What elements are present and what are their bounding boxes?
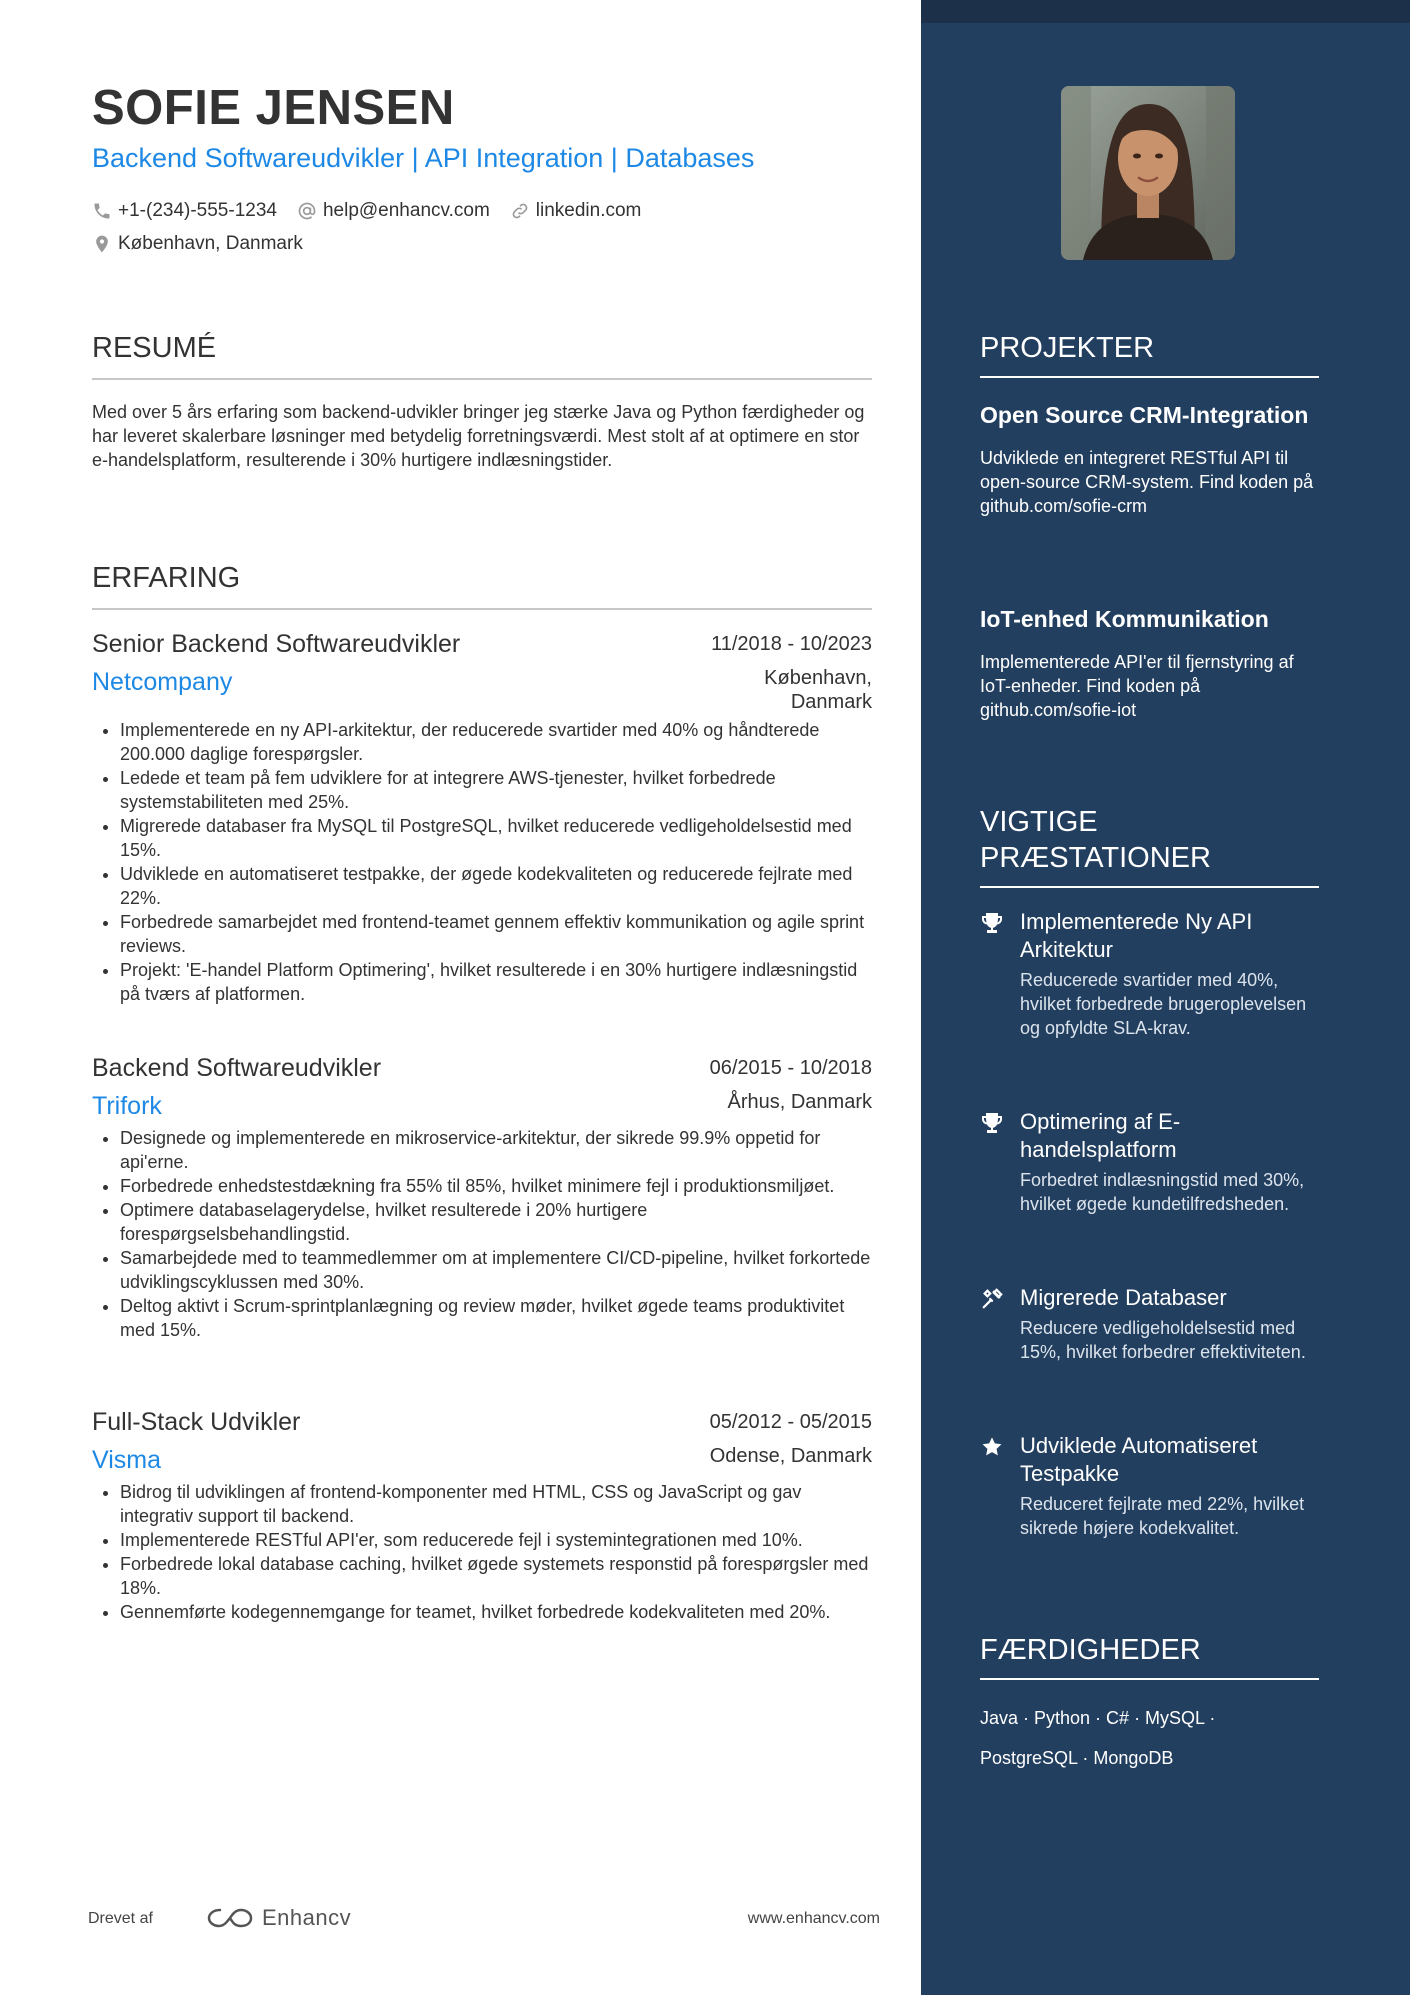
project-title: IoT-enhed Kommunikation (980, 606, 1269, 632)
contact-info (92, 194, 872, 260)
project-item (980, 604, 1319, 722)
achievement-title: Optimering af E-handelsplatform (1020, 1109, 1181, 1162)
job-title: Backend Softwareudvikler (92, 1054, 382, 1082)
achievement-description: Reducerede svartider med 40%, hvilket forbedrede brugeroplevelsen og opfyldte SLA-krav. (1020, 970, 1307, 1038)
skills-list (980, 1698, 1319, 1778)
bullet-item: • Forbedrede lokal database caching, hvilket øgede systemets responstid på forespørgsler med 18%. (120, 1552, 872, 1600)
bullet-item: • Gennemførte kodegennemgange for teamet, hvilket forbedrede kodekvaliteten med 20%. (120, 1600, 872, 1624)
profile-photo (1061, 86, 1235, 260)
skills-line: PostgreSQL · MongoDB (980, 1748, 1174, 1768)
job-entry-visma (92, 1406, 872, 1624)
bullet-item: • Optimere databaselagerydelse, hvilket resulterede i 20% hurtigere forespørgselsbehandlingstid. (120, 1198, 872, 1246)
bullet-item: • Forbedrede enhedstestdækning fra 55% til 85%, hvilket minimere fejl i produktionsmiljøet. (120, 1174, 872, 1198)
projects-section-title: PROJEKTER (980, 330, 1319, 378)
sidebar (921, 0, 1410, 1995)
job-entry-netcompany (92, 628, 872, 1006)
footer-powered-by: Drevet af (88, 1910, 153, 1927)
phone-contact[interactable] (92, 200, 277, 222)
enhancv-logo-icon (206, 1905, 254, 1931)
email-text: help@enhancv.com (322, 199, 490, 221)
job-dates: 06/2015 - 10/2018 (709, 1057, 872, 1079)
company-name[interactable]: Trifork (92, 1092, 162, 1120)
trophy-icon (980, 912, 1004, 934)
trophy-icon (980, 1112, 1004, 1134)
job-title: Full-Stack Udvikler (92, 1408, 301, 1436)
footer (88, 1900, 880, 1940)
project-title: Open Source CRM-Integration (980, 402, 1309, 428)
link-icon (510, 201, 530, 221)
achievement-item (980, 908, 1319, 1040)
phone-icon (92, 201, 112, 221)
phone-text: +1-(234)-555-1234 (118, 199, 277, 221)
bullet-item: • Implementerede en ny API-arkitektur, der reducerede svartider med 40% og håndterede 200.000 daglige forespørgsler. (120, 718, 872, 766)
job-bullets (92, 718, 872, 1006)
bullet-item: • Designede og implementerede en mikroservice-arkitektur, der sikrede 99.9% oppetid for api'erne. (120, 1126, 872, 1174)
job-dates: 11/2018 - 10/2023 (711, 633, 872, 655)
profile-photo-image (1061, 86, 1235, 260)
project-description: Implementerede API'er til fjernstyring af IoT-enheder. Find koden på github.com/sofie-iot (980, 652, 1294, 720)
website-contact[interactable] (510, 200, 642, 222)
achievement-description: Forbedret indlæsningstid med 30%, hvilket øgede kundetilfredsheden. (1020, 1170, 1305, 1214)
location-contact (92, 233, 303, 255)
headline: Backend Softwareudvikler | API Integration | Databases (92, 143, 755, 173)
company-name[interactable]: Visma (92, 1446, 162, 1474)
bullet-item: • Bidrog til udviklingen af frontend-komponenter med HTML, CSS og JavaScript og gav integrativ support til backend. (120, 1480, 872, 1528)
footer-brand: Enhancv (262, 1905, 352, 1930)
job-location: Århus, Danmark (727, 1091, 872, 1113)
job-location: København, Danmark (764, 667, 872, 713)
email-contact[interactable] (297, 200, 490, 222)
job-dates: 05/2012 - 05/2015 (709, 1411, 872, 1433)
bullet-item: • Forbedrede samarbejdet med frontend-teamet gennem effektiv kommunikation og agile sprint reviews. (120, 910, 872, 958)
summary-text: Med over 5 års erfaring som backend-udvikler bringer jeg stærke Java og Python færdigheder og har leveret skalerbare løsninger med betydelig forretningsværdi. Mest stolt af at optimere en stor e-handelsplatform, resulterende i 30% hurtigere indlæsningstider. (92, 402, 865, 470)
at-icon (297, 201, 317, 221)
bullet-item: • Migrerede databaser fra MySQL til PostgreSQL, hvilket reducerede vedligeholdelsestid med 15%. (120, 814, 872, 862)
project-item (980, 400, 1319, 518)
bullet-item: • Projekt: 'E-handel Platform Optimering', hvilket resulterede i en 30% hurtigere indlæsningstid på tværs af platformen. (120, 958, 872, 1006)
star-icon (980, 1436, 1004, 1458)
achievement-item (980, 1432, 1319, 1540)
project-description: Udviklede en integreret RESTful API til open-source CRM-system. Find koden på github.com/sofie-crm (980, 448, 1314, 516)
achievement-title: Udviklede Automatiseret Testpakke (1020, 1433, 1258, 1486)
bullet-item: • Implementerede RESTful API'er, som reducerede fejl i systemintegrationen med 10%. (120, 1528, 872, 1552)
location-pin-icon (92, 234, 112, 254)
bullet-item: • Deltog aktivt i Scrum-sprintplanlægning og review møder, hvilket øgede teams produktivitet med 15%. (120, 1294, 872, 1342)
job-title: Senior Backend Softwareudvikler (92, 630, 461, 658)
candidate-name: SOFIE JENSEN (92, 81, 455, 135)
job-location: Odense, Danmark (709, 1445, 872, 1467)
job-bullets (92, 1480, 872, 1624)
achievement-title: Implementerede Ny API Arkitektur (1020, 909, 1253, 962)
bullet-item: • Udviklede en automatiseret testpakke, der øgede kodekvaliteten og reducerede fejlrate med 22%. (120, 862, 872, 910)
tools-icon (980, 1288, 1004, 1310)
enhancv-logo[interactable] (206, 1905, 351, 1931)
sidebar-top-band (921, 0, 1410, 23)
job-entry-trifork (92, 1052, 872, 1342)
achievement-title: Migrerede Databaser (1020, 1285, 1227, 1310)
company-name[interactable]: Netcompany (92, 668, 233, 696)
job-bullets (92, 1126, 872, 1342)
footer-url[interactable]: www.enhancv.com (747, 1910, 880, 1927)
achievements-section-title: VIGTIGE PRÆSTATIONER (980, 804, 1319, 888)
skills-line: Java · Python · C# · MySQL · (980, 1708, 1216, 1728)
summary-section-title: RESUMÉ (92, 330, 872, 380)
bullet-item: • Samarbejdede med to teammedlemmer om at implementere CI/CD-pipeline, hvilket forkortede udviklingscyklussen med 30%. (120, 1246, 872, 1294)
bullet-item: • Ledede et team på fem udviklere for at integrere AWS-tjenester, hvilket forbedrede systemstabiliteten med 25%. (120, 766, 872, 814)
website-text: linkedin.com (535, 199, 642, 221)
location-text: København, Danmark (118, 232, 303, 254)
achievement-item (980, 1284, 1319, 1364)
achievement-description: Reducere vedligeholdelsestid med 15%, hvilket forbedrer effektiviteten. (1020, 1318, 1306, 1362)
achievement-description: Reduceret fejlrate med 22%, hvilket sikrede højere kodekvalitet. (1020, 1494, 1305, 1538)
skills-section-title: FÆRDIGHEDER (980, 1632, 1319, 1680)
achievement-item (980, 1108, 1319, 1216)
experience-section-title: ERFARING (92, 560, 872, 610)
